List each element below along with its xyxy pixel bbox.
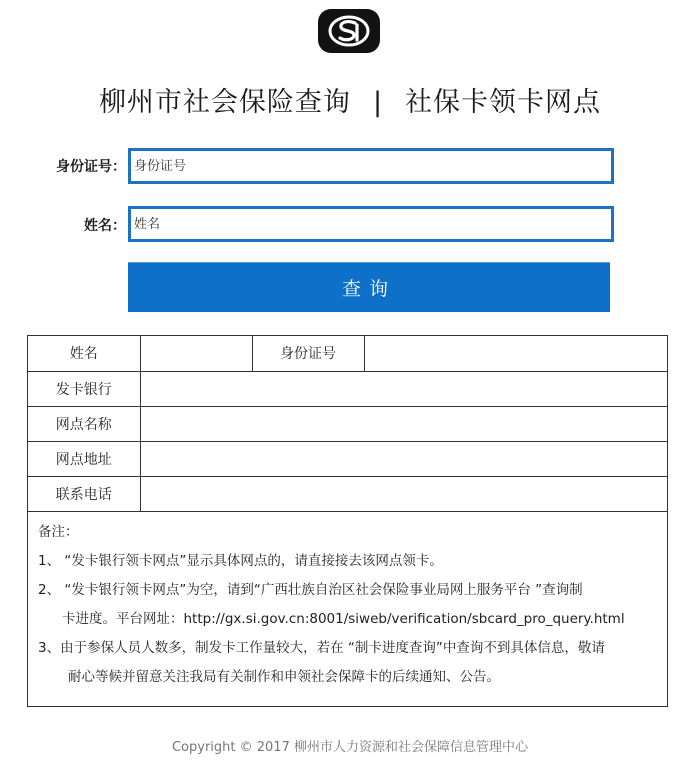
bank-value-cell	[140, 371, 667, 406]
id-number-label: 身份证号：	[56, 159, 126, 175]
outlet-address-value-cell	[140, 441, 667, 476]
outlet-name-label: 网点名称	[28, 406, 140, 441]
bank-label: 发卡银行	[28, 371, 140, 406]
table-row	[28, 441, 667, 476]
note-item-2-line-1: 2、 “发卡银行领卡网点”为空，请到“广西壮族自治区社会保险事业局网上服务平台 ”查询制	[38, 581, 583, 598]
si-emblem-icon	[326, 14, 372, 48]
page-title	[0, 80, 700, 119]
id-number-input[interactable]	[128, 148, 614, 184]
table-row	[28, 336, 667, 371]
outlet-name-value-cell	[140, 406, 667, 441]
note-item-3-line-2: 耐心等候并留意关注我局有关制作和申领社会保障卡的后续通知、公告。	[68, 668, 500, 685]
social-security-logo-icon	[318, 9, 380, 53]
phone-label: 联系电话	[28, 476, 140, 511]
title-separator: |	[372, 87, 384, 118]
result-table	[28, 336, 667, 512]
result-panel	[27, 335, 668, 707]
notes-heading: 备注：	[38, 523, 79, 540]
phone-value-cell	[140, 476, 667, 511]
note-item-2-line-2: 卡进度。平台网址：http://gx.si.gov.cn:8001/siweb/verification/sbcard_pro_query.html	[62, 610, 625, 627]
notes-section	[28, 512, 667, 692]
query-button[interactable]: 查询	[128, 262, 610, 312]
note-item-3-line-1: 3、由于参保人员人数多，制发卡工作量较大，若在 “制卡进度查询”中查询不到具体信息，敬请	[38, 639, 605, 656]
id-value-cell	[364, 336, 667, 371]
name-header: 姓名	[28, 336, 140, 371]
name-label: 姓名：	[84, 218, 126, 234]
name-input[interactable]	[128, 206, 614, 242]
table-row	[28, 371, 667, 406]
title-right: 社保卡领卡网点	[405, 87, 602, 118]
title-left: 柳州市社会保险查询	[98, 87, 351, 118]
outlet-address-label: 网点地址	[28, 441, 140, 476]
name-value-cell	[140, 336, 252, 371]
note-item-1: 1、 “发卡银行领卡网点”显示具体网点的，请直接接去该网点领卡。	[38, 552, 443, 569]
table-row	[28, 406, 667, 441]
copyright-footer: Copyright © 2017 柳州市人力资源和社会保障信息管理中心	[171, 740, 528, 755]
table-row	[28, 476, 667, 511]
id-header: 身份证号	[252, 336, 364, 371]
